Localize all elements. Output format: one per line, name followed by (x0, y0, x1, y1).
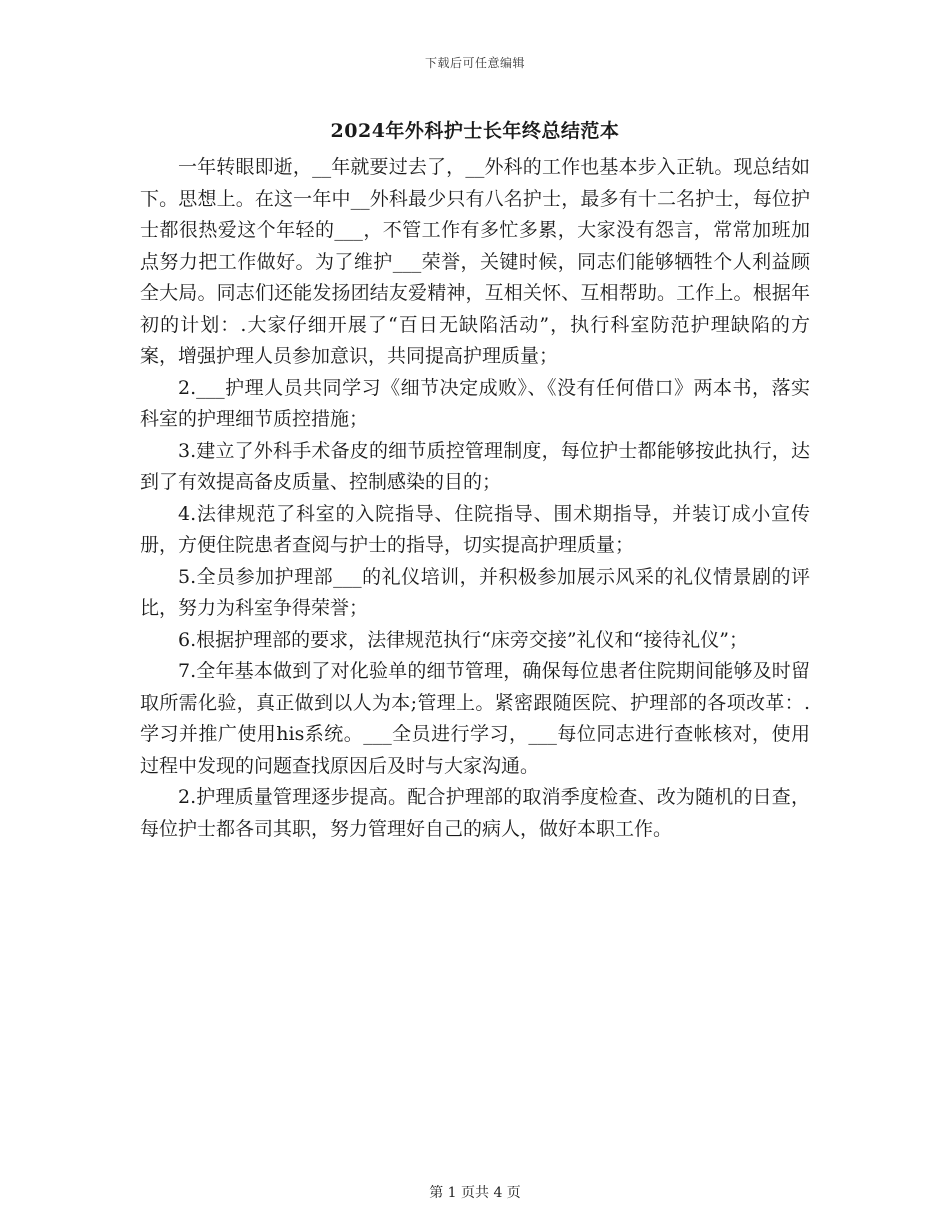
paragraph-item-2: 2.___护理人员共同学习《细节决定成败》、《没有任何借口》两本书，落实科室的护理细节质控措施； (140, 376, 810, 430)
page-number: 第 1 页共 4 页 (429, 1185, 521, 1201)
paragraph-intro: 一年转眼即逝，__年就要过去了，__外科的工作也基本步入正轨。现总结如下。思想上。在这一年中__外科最少只有八名护士，最多有十二名护士，每位护士都很热爱这个年轻的___，不管工作有多忙多累，大家没有怨言，常常加班加点努力把工作做好。为了维护___荣誉，关键时候，同志们能够牺牲个人利益顾全大局。同志们还能发扬团结友爱精神，互相关怀、互相帮助。工作上。根据年初的计划：.大家仔细开展了“百日无缺陷活动”，执行科室防范护理缺陷的方案，增强护理人员参加意识，共同提高护理质量； (140, 156, 810, 367)
paragraph-management-2: 2.护理质量管理逐步提高。配合护理部的取消季度检查、改为随机的日查，每位护士都各司其职，努力管理好自己的病人，做好本职工作。 (140, 786, 810, 840)
paragraph-item-6: 6.根据护理部的要求，法律规范执行“床旁交接”礼仪和“接待礼仪”； (178, 628, 748, 651)
paragraph-item-7: 7.全年基本做到了对化验单的细节管理，确保每位患者住院期间能够及时留取所需化验，真正做到以人为本;管理上。紧密跟随医院、护理部的各项改革：.学习并推广使用his系统。___全员进行学习，___每位同志进行查帐核对，使用过程中发现的问题查找原因后及时与大家沟通。 (140, 660, 810, 777)
paragraph-item-5: 5.全员参加护理部___的礼仪培训，并积极参加展示风采的礼仪情景剧的评比，努力为科室争得荣誉； (140, 565, 810, 619)
document-title: 2024年外科护士长年终总结范本 (330, 120, 620, 142)
paragraph-item-4: 4.法律规范了科室的入院指导、住院指导、围术期指导，并装订成小宣传册，方便住院患者查阅与护士的指导，切实提高护理质量； (140, 502, 810, 556)
page-header-note: 下载后可任意编辑 (424, 56, 525, 70)
paragraph-item-3: 3.建立了外科手术备皮的细节质控管理制度，每位护士都能够按此执行，达到了有效提高备皮质量、控制感染的目的； (140, 439, 810, 493)
document-body (140, 152, 810, 845)
